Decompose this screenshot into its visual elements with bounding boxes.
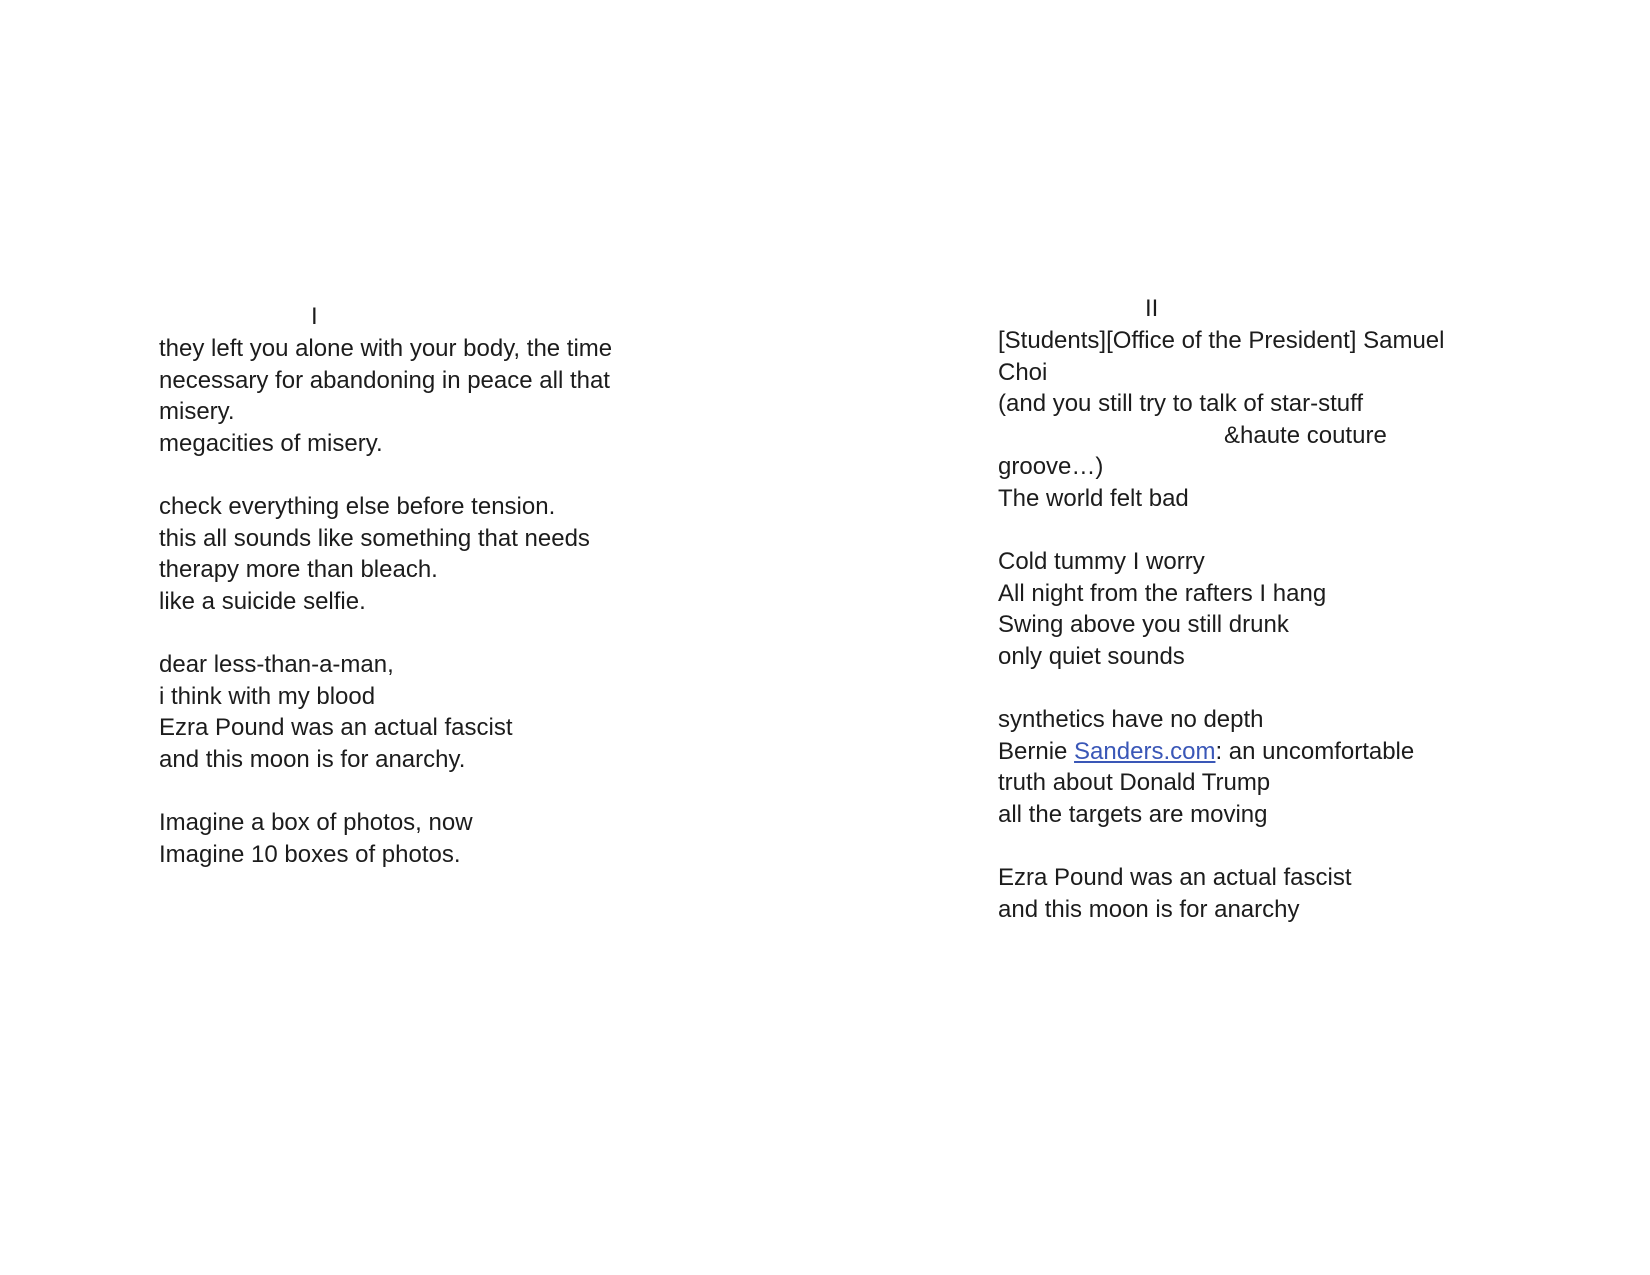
section-two-poem bbox=[998, 325, 1538, 957]
line-text-suffix: : an uncomfortable bbox=[1215, 737, 1415, 765]
poem-line: dear less-than-a-man, bbox=[159, 650, 394, 678]
poem-line: check everything else before tension. bbox=[159, 492, 556, 520]
poem-line: (and you still try to talk of star-stuff bbox=[998, 390, 1364, 418]
stanza bbox=[159, 807, 679, 870]
poem-line: All night from the rafters I hang bbox=[998, 579, 1327, 607]
stanza bbox=[998, 325, 1538, 515]
poem-line: misery. bbox=[159, 398, 235, 426]
poem-line: all the targets are moving bbox=[998, 800, 1268, 828]
poem-line: Imagine a box of photos, now bbox=[159, 808, 473, 836]
poem-line: this all sounds like something that needs bbox=[159, 524, 590, 552]
poem-line: Swing above you still drunk bbox=[998, 611, 1289, 639]
poem-line: they left you alone with your body, the time bbox=[159, 335, 613, 362]
poem-line: [Students][Office of the President] Samuel bbox=[998, 327, 1445, 354]
section-one-poem bbox=[159, 333, 679, 902]
poem-line: synthetics have no depth bbox=[998, 706, 1264, 734]
poem-line: truth about Donald Trump bbox=[998, 769, 1271, 797]
poem-line: groove…) bbox=[998, 453, 1104, 481]
line-text-prefix: Bernie bbox=[998, 737, 1075, 765]
stanza bbox=[998, 704, 1538, 830]
stanza bbox=[159, 491, 679, 617]
poem-line: and this moon is for anarchy. bbox=[159, 745, 466, 773]
poem-line: like a suicide selfie. bbox=[159, 587, 366, 615]
stanza bbox=[998, 862, 1538, 925]
stanza bbox=[159, 333, 679, 459]
poem-line: Choi bbox=[998, 358, 1048, 386]
poem-line: i think with my blood bbox=[159, 682, 376, 710]
poem-line: Cold tummy I worry bbox=[998, 548, 1205, 576]
poem-line: and this moon is for anarchy bbox=[998, 895, 1300, 923]
poem-line: Ezra Pound was an actual fascist bbox=[159, 714, 513, 742]
poem-line-indented: &haute couture bbox=[1224, 421, 1387, 449]
stanza bbox=[159, 649, 679, 775]
poem-line: The world felt bad bbox=[998, 484, 1189, 512]
poem-line: therapy more than bleach. bbox=[159, 556, 438, 584]
stanza bbox=[998, 546, 1538, 672]
sanders-link[interactable]: Sanders.com bbox=[1074, 737, 1216, 765]
poem-line-with-link bbox=[998, 736, 1538, 768]
section-two-heading: II bbox=[1145, 295, 1159, 322]
section-one-heading: I bbox=[311, 303, 318, 330]
poem-line: necessary for abandoning in peace all that bbox=[159, 366, 610, 394]
poem-line: Ezra Pound was an actual fascist bbox=[998, 864, 1352, 892]
poem-line: only quiet sounds bbox=[998, 642, 1185, 670]
poem-line: Imagine 10 boxes of photos. bbox=[159, 840, 461, 868]
poem-line: megacities of misery. bbox=[159, 429, 383, 457]
